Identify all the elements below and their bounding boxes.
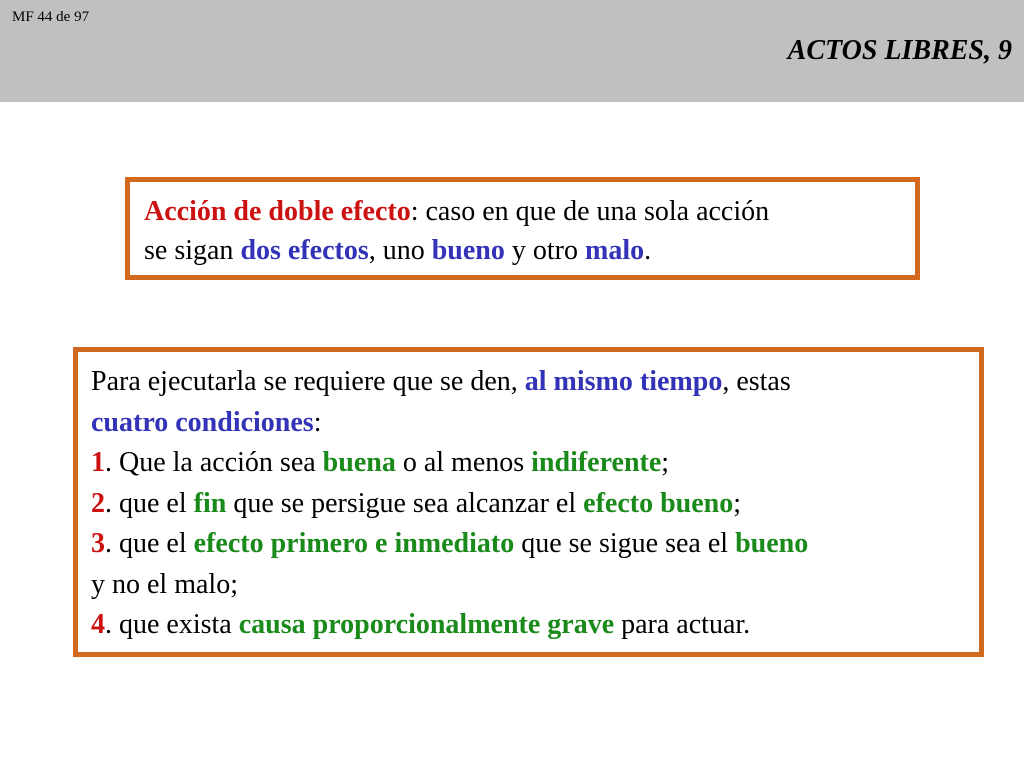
keyword-efecto-primero-e-inmediato: efecto primero e inmediato <box>193 528 515 559</box>
keyword-indiferente: indiferente <box>531 447 662 478</box>
definition-box <box>125 177 920 280</box>
keyword-buena: buena <box>322 447 396 478</box>
slide-counter: MF 44 de 97 <box>12 9 90 25</box>
condition-item-3 <box>91 524 969 565</box>
condition-text: ; <box>661 447 670 478</box>
condition-text: o al menos <box>395 447 532 478</box>
conditions-text: , estas <box>722 366 791 397</box>
condition-text: . que el <box>105 528 194 559</box>
definition-text: . <box>644 235 652 266</box>
condition-text: . que el <box>105 487 194 519</box>
conditions-text: : <box>313 406 322 438</box>
keyword-dos-efectos: dos efectos <box>240 235 369 266</box>
condition-item-1 <box>91 443 969 484</box>
condition-number: 3 <box>91 528 105 559</box>
conditions-intro-line-1 <box>91 362 969 403</box>
condition-number: 4 <box>91 609 105 640</box>
definition-line-2 <box>144 231 903 270</box>
conditions-intro-line-2 <box>91 403 969 444</box>
keyword-cuatro-condiciones: cuatro condiciones <box>91 406 314 438</box>
definition-text: se sigan <box>144 235 241 266</box>
condition-text: para actuar. <box>614 609 751 640</box>
definition-term: Acción de doble efecto <box>144 196 411 227</box>
keyword-causa-proporcionalmente-grave: causa proporcionalmente grave <box>238 609 615 640</box>
keyword-efecto-bueno: efecto bueno <box>583 487 734 519</box>
header-band <box>0 0 1024 102</box>
keyword-fin: fin <box>193 487 227 519</box>
condition-number: 2 <box>91 487 105 519</box>
condition-item-4 <box>91 605 969 646</box>
keyword-malo: malo <box>585 235 645 266</box>
condition-item-3-continuation <box>91 565 969 606</box>
condition-text: que se persigue sea alcanzar el <box>226 487 584 519</box>
conditions-text: Para ejecutarla se requiere que se den, <box>91 366 525 397</box>
keyword-al-mismo-tiempo: al mismo tiempo <box>524 366 723 397</box>
condition-text: ; <box>733 487 741 519</box>
keyword-bueno: bueno <box>431 235 505 266</box>
condition-text: . Que la acción sea <box>105 447 323 478</box>
condition-text: y no el malo; <box>91 568 238 600</box>
definition-text: : caso en que de una sola acción <box>410 196 770 227</box>
condition-text: . que exista <box>105 609 239 640</box>
definition-text: y otro <box>504 235 585 266</box>
definition-text: , uno <box>368 235 432 266</box>
definition-line-1 <box>144 192 903 231</box>
condition-item-2 <box>91 484 969 525</box>
keyword-bueno: bueno <box>735 528 809 559</box>
slide-title: ACTOS LIBRES, 9 <box>787 35 1012 66</box>
conditions-box <box>73 347 984 657</box>
condition-number: 1 <box>91 447 105 478</box>
condition-text: que se sigue sea el <box>514 528 736 559</box>
